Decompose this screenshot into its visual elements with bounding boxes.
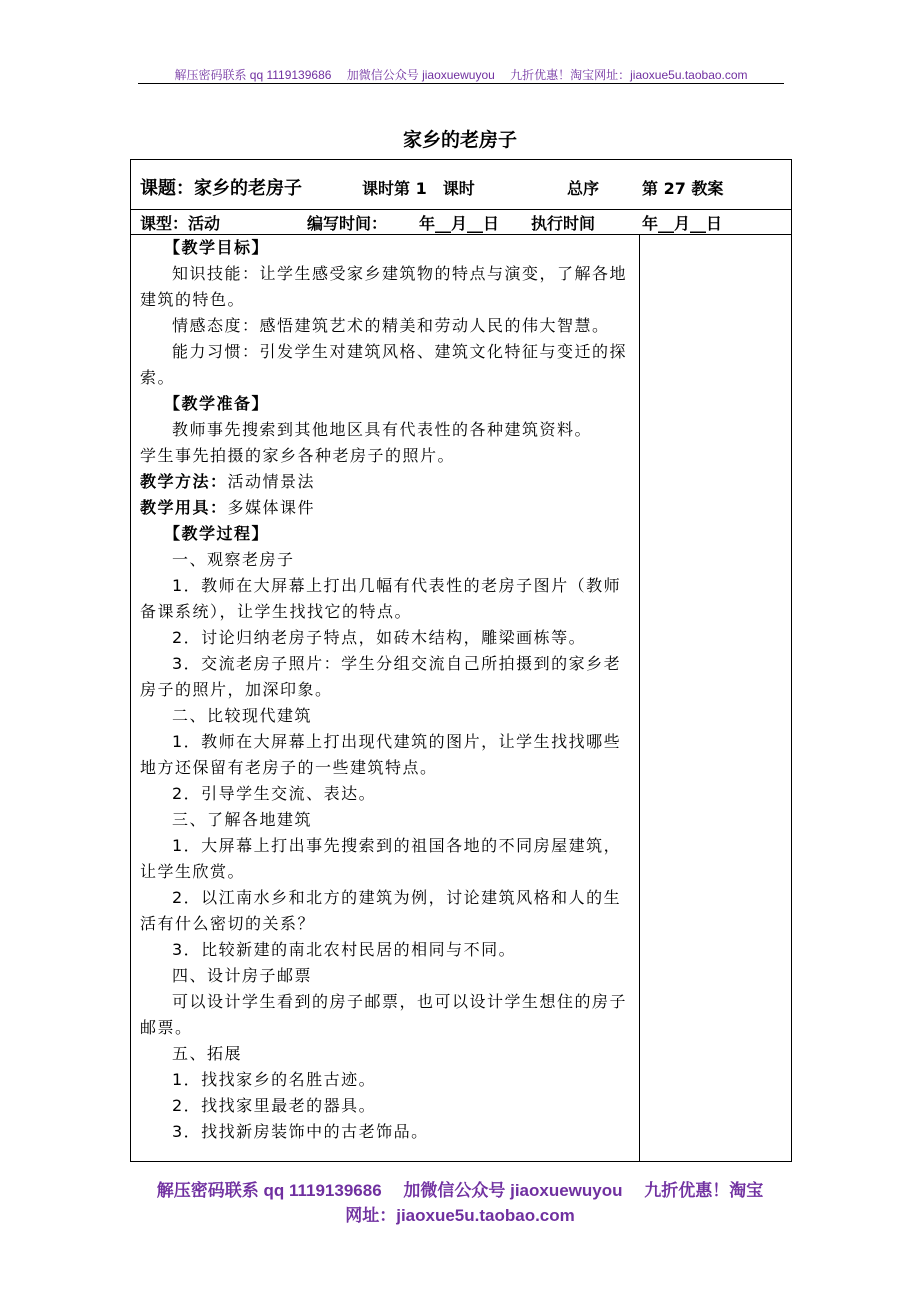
table-row-topic <box>131 160 791 210</box>
method-value: 活动情景法 <box>227 472 316 491</box>
lesson-type-label: 课型：活动 <box>140 214 221 233</box>
exec-date: 年__月__日 <box>642 214 723 233</box>
tools-value: 多媒体课件 <box>227 498 316 517</box>
list-item: 3．比较新建的南北农村民居的相同与不同。 <box>172 940 517 959</box>
prep-teacher: 教师事先搜索到其他地区具有代表性的各种建筑资料。 <box>172 420 593 439</box>
list-item: 2．讨论归纳老房子特点，如砖木结构，雕梁画栋等。 <box>172 628 587 647</box>
exec-time-label: 执行时间 <box>531 214 596 233</box>
plan-number-label: 第 27 教案 <box>642 179 724 198</box>
table-row-content <box>131 235 791 1161</box>
section-title: 二、比较现代建筑 <box>172 706 313 725</box>
method-label: 教学方法： <box>140 472 228 491</box>
column-divider <box>639 235 640 1161</box>
header-divider <box>138 83 784 84</box>
order-label: 总序 <box>567 179 600 198</box>
section-title: 四、设计房子邮票 <box>172 966 313 985</box>
goal-heading: 【教学目标】 <box>164 238 270 257</box>
write-date: 年__月__日 <box>419 214 500 233</box>
list-item: 可以设计学生看到的房子邮票，也可以设计学生想住的房子邮票。 <box>140 992 628 1037</box>
page-header-text: 解压密码联系 qq 1119139686 加微信公众号 jiaoxuewuyou 九折优惠！淘宝网址：jiaoxue5u.taobao.com <box>174 68 748 82</box>
list-item: 2．引导学生交流、表达。 <box>172 784 377 803</box>
tools-label: 教学用具： <box>140 498 228 517</box>
page-footer <box>0 1178 920 1228</box>
section-title: 五、拓展 <box>172 1044 243 1063</box>
list-item: 3．找找新房装饰中的古老饰品。 <box>172 1122 429 1141</box>
lesson-plan-table <box>130 159 792 1162</box>
section-title: 三、了解各地建筑 <box>172 810 313 829</box>
list-item: 3．交流老房子照片：学生分组交流自己所拍摄到的家乡老房子的照片，加深印象。 <box>140 654 622 699</box>
prep-heading: 【教学准备】 <box>164 394 270 413</box>
table-row-type <box>131 209 791 235</box>
process-heading: 【教学过程】 <box>164 524 270 543</box>
topic-label: 课题：家乡的老房子 <box>140 178 302 199</box>
lesson-content <box>140 235 634 1145</box>
goal-emotion: 情感态度：感悟建筑艺术的精美和劳动人民的伟大智慧。 <box>172 316 610 335</box>
list-item: 1．教师在大屏幕上打出几幅有代表性的老房子图片（教师备课系统），让学生找找它的特点。 <box>140 576 622 621</box>
lesson-number-label: 课时第 1 课时 <box>362 179 475 198</box>
goal-ability: 能力习惯：引发学生对建筑风格、建筑文化特征与变迁的探索。 <box>140 342 628 387</box>
list-item: 2．找找家里最老的器具。 <box>172 1096 377 1115</box>
goal-knowledge: 知识技能：让学生感受家乡建筑物的特点与演变，了解各地建筑的特色。 <box>140 264 628 309</box>
teaching-method <box>140 469 634 495</box>
list-item: 2．以江南水乡和北方的建筑为例，讨论建筑风格和人的生活有什么密切的关系？ <box>140 888 622 933</box>
list-item: 1．大屏幕上打出事先搜索到的祖国各地的不同房屋建筑，让学生欣赏。 <box>140 836 622 881</box>
document-title: 家乡的老房子 <box>402 129 517 151</box>
list-item: 1．找找家乡的名胜古迹。 <box>172 1070 377 1089</box>
prep-student: 学生事先拍摄的家乡各种老房子的照片。 <box>140 446 456 465</box>
write-time-label: 编写时间： <box>307 214 388 233</box>
footer-line-1: 解压密码联系 qq 1119139686 加微信公众号 jiaoxuewuyou 九折优惠！淘宝 <box>156 1181 764 1200</box>
section-title: 一、观察老房子 <box>172 550 295 569</box>
footer-line-2: 网址：jiaoxue5u.taobao.com <box>345 1206 575 1225</box>
list-item: 1．教师在大屏幕上打出现代建筑的图片，让学生找找哪些地方还保留有老房子的一些建筑特点。 <box>140 732 622 777</box>
teaching-tools <box>140 495 634 521</box>
